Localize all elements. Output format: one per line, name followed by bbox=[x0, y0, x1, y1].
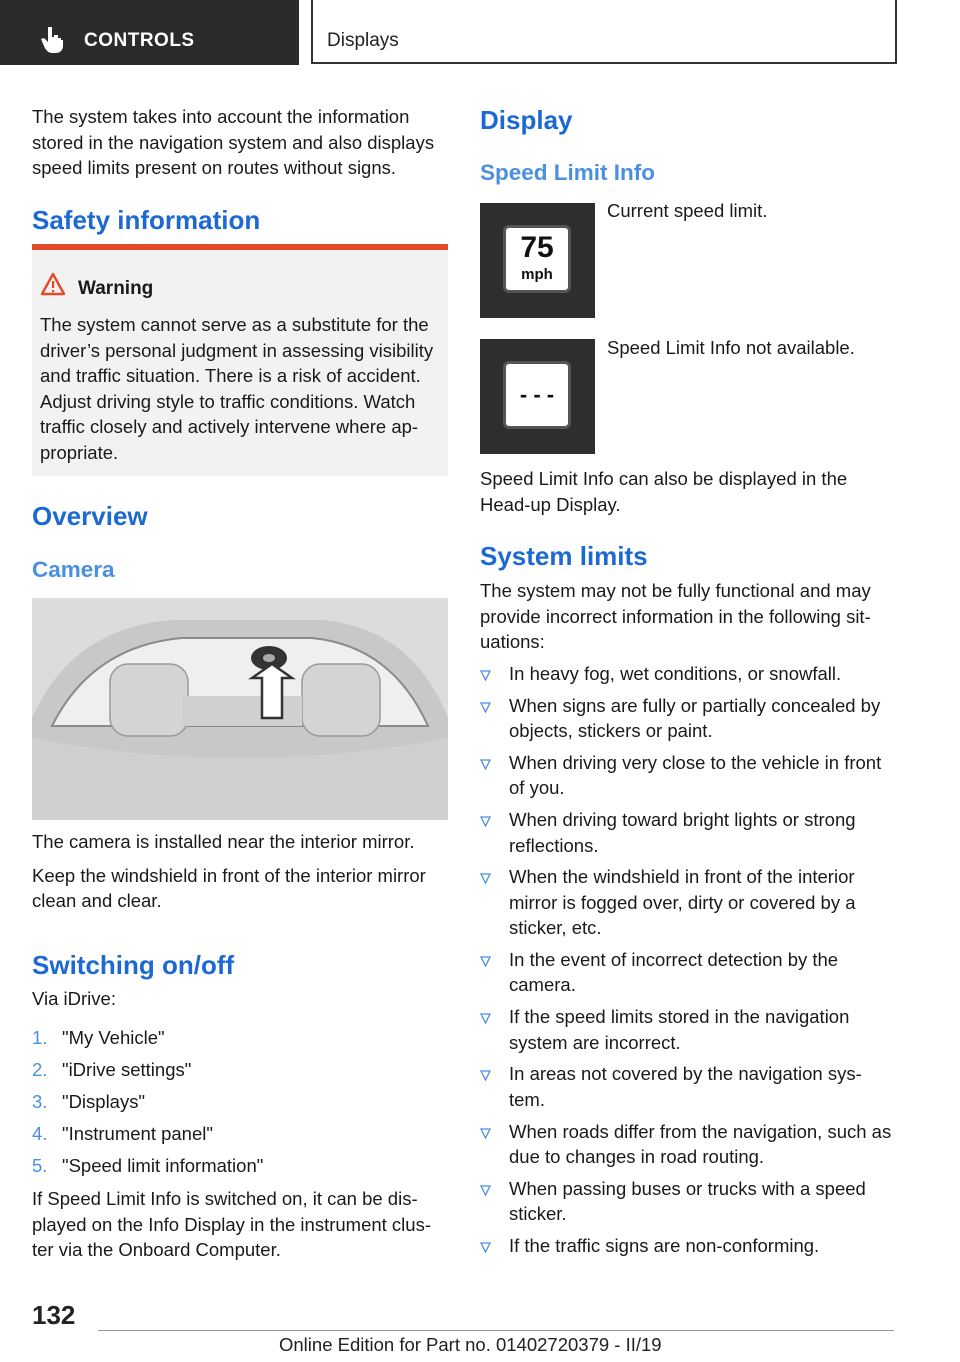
warning-title: Warning bbox=[78, 278, 154, 299]
idrive-steps-list bbox=[32, 1025, 448, 1185]
list-item: In heavy fog, wet conditions, or snowfall. bbox=[480, 661, 898, 687]
page-number: 132 bbox=[32, 1300, 76, 1330]
list-item: 1. "My Vehicle" bbox=[32, 1027, 165, 1048]
triangle-bullet-icon bbox=[480, 670, 491, 681]
system-limits-heading: System limits bbox=[480, 541, 648, 571]
not-available-text: Speed Limit Info not available. bbox=[607, 337, 855, 358]
list-item: When passing buses or trucks with a speed sticker. bbox=[480, 1176, 898, 1227]
list-item: If the speed limits stored in the navigation system are incorrect. bbox=[480, 1004, 898, 1055]
list-item: In the event of incorrect detection by the camera. bbox=[480, 947, 898, 998]
camera-text-block bbox=[32, 829, 448, 914]
triangle-bullet-icon bbox=[480, 1185, 491, 1196]
list-item: If the traffic signs are non-conforming. bbox=[480, 1233, 898, 1259]
list-item: When driving toward bright lights or strong reflections. bbox=[480, 807, 898, 858]
list-item: 3. "Displays" bbox=[32, 1091, 146, 1112]
triangle-bullet-icon bbox=[480, 1242, 491, 1253]
camera-location-text: The camera is installed near the interior mirror. bbox=[32, 831, 415, 852]
section-label: CONTROLS bbox=[84, 30, 195, 51]
current-limit-text: Current speed limit. bbox=[607, 200, 768, 221]
warning-box bbox=[32, 244, 448, 476]
switch-note: If Speed Limit Info is switched on, it can be dis‐ played on the Info Display in the instrument clus‐ ter via the Onboard Computer. bbox=[32, 1188, 431, 1260]
hud-text: Speed Limit Info can also be displayed in the Head-up Display. bbox=[480, 468, 848, 515]
list-item: When driving very close to the vehicle in front of you. bbox=[480, 750, 898, 801]
triangle-bullet-icon bbox=[480, 1128, 491, 1139]
speed-sign-dashes: - - - bbox=[503, 361, 571, 429]
camera-location-illustration bbox=[32, 598, 448, 820]
speed-sign-75: 75 mph bbox=[503, 225, 571, 293]
intro-text-block bbox=[32, 104, 448, 181]
hand-pointer-icon bbox=[40, 25, 66, 53]
safety-heading: Safety information bbox=[32, 205, 261, 235]
intro-paragraph: The system takes into account the information stored in the navigation system and also displays speed limits present on routes without signs. bbox=[32, 106, 435, 178]
speed-limit-75-image bbox=[480, 203, 595, 318]
list-item: In areas not covered by the navigation sys‐ tem. bbox=[480, 1061, 898, 1112]
warning-triangle-icon bbox=[40, 272, 66, 296]
list-item: When signs are fully or partially concealed by objects, stickers or paint. bbox=[480, 693, 898, 744]
triangle-bullet-icon bbox=[480, 702, 491, 713]
edition-text: Online Edition for Part no. 01402720379 - II/19 bbox=[279, 1334, 662, 1355]
list-item: 2. "iDrive settings" bbox=[32, 1059, 192, 1080]
system-limits-list bbox=[480, 661, 898, 1258]
list-item: When roads differ from the navigation, such as due to changes in road routing. bbox=[480, 1119, 898, 1170]
triangle-bullet-icon bbox=[480, 873, 491, 884]
header-section-tab bbox=[0, 0, 299, 65]
footer-divider bbox=[98, 1330, 894, 1331]
triangle-bullet-icon bbox=[480, 956, 491, 967]
list-item: When the windshield in front of the interior mirror is fogged over, dirty or covered by a sticker, etc. bbox=[480, 864, 898, 941]
camera-clean-text: Keep the windshield in front of the interior mirror clean and clear. bbox=[32, 864, 426, 911]
via-idrive-text: Via iDrive: bbox=[32, 988, 116, 1009]
display-heading: Display bbox=[480, 105, 573, 135]
triangle-bullet-icon bbox=[480, 816, 491, 827]
list-item: 5. "Speed limit information" bbox=[32, 1155, 264, 1176]
chapter-label: Displays bbox=[327, 30, 399, 51]
speed-limit-unavailable-image bbox=[480, 339, 595, 454]
camera-subheading: Camera bbox=[32, 557, 115, 582]
triangle-bullet-icon bbox=[480, 1070, 491, 1081]
limits-intro: The system may not be fully functional and may provide incorrect information in the following sit‐ uations: bbox=[480, 580, 871, 652]
triangle-bullet-icon bbox=[480, 1013, 491, 1024]
header-chapter-tab bbox=[311, 0, 897, 64]
list-item: 4. "Instrument panel" bbox=[32, 1123, 213, 1144]
triangle-bullet-icon bbox=[480, 759, 491, 770]
speed-limit-info-subheading: Speed Limit Info bbox=[480, 160, 656, 185]
warning-text: The system cannot serve as a substitute for the driver’s personal judgment in assessing visibility and traffic situation. There is a risk of accident. Adjust driving style to traffic conditions. Watch traffic closely and actively intervene where ap‐ propriate. bbox=[40, 314, 434, 463]
overview-heading: Overview bbox=[32, 501, 148, 531]
switching-heading: Switching on/off bbox=[32, 950, 235, 980]
